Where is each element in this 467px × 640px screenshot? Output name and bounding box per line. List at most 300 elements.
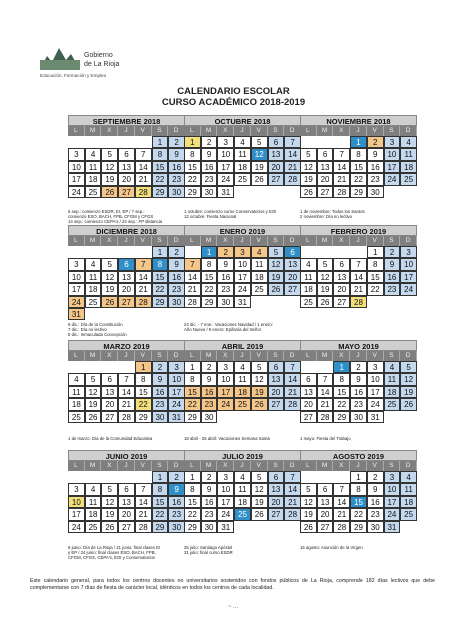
day-cell: 11 (85, 496, 102, 508)
note-line: 8 dic.: Inmaculada Concepción (68, 332, 127, 337)
day-cell: 24 (217, 508, 234, 520)
day-cell: 20 (101, 398, 118, 410)
day-cell: 26 (268, 283, 285, 295)
day-cell: 9 (201, 483, 218, 495)
logo-mountains-icon (40, 42, 80, 72)
month-header: SEPTIEMBRE 2018 (68, 115, 185, 126)
day-cell: 15 (350, 161, 367, 173)
day-cell: 8 (333, 373, 350, 385)
note-line: 6 dic.: Día de la Constitución (68, 322, 123, 327)
day-cell: 13 (268, 148, 285, 160)
day-cell: 25 (85, 186, 102, 198)
day-grid (68, 471, 185, 533)
day-cell: 8 (201, 258, 218, 270)
day-cell: 27 (118, 296, 135, 308)
weekday-label: X (101, 236, 118, 246)
day-cell: 11 (234, 373, 251, 385)
day-cell: 22 (184, 173, 201, 185)
day-cell: 25 (234, 508, 251, 520)
month-note (68, 209, 188, 224)
day-cell: 3 (234, 246, 251, 258)
day-cell: 1 (184, 136, 201, 148)
weekday-label: M (85, 126, 102, 136)
day-cell: 12 (400, 373, 417, 385)
day-cell: 22 (333, 398, 350, 410)
day-cell: 5 (101, 148, 118, 160)
day-cell: 24 (384, 173, 401, 185)
day-cell: 18 (85, 173, 102, 185)
day-cell: 23 (152, 398, 169, 410)
day-cell: 17 (234, 271, 251, 283)
day-cell: 7 (317, 373, 334, 385)
day-cell: 5 (251, 471, 268, 483)
day-cell: 19 (300, 173, 317, 185)
day-cell: 2 (152, 361, 169, 373)
empty-cell (101, 136, 118, 148)
day-cell: 25 (234, 398, 251, 410)
day-cell: 28 (184, 296, 201, 308)
day-cell: 1 (152, 136, 169, 148)
day-grid (184, 471, 301, 533)
day-cell: 21 (317, 398, 334, 410)
day-cell: 31 (68, 308, 85, 320)
note-line: 12 octubre: Fiesta Nacional (184, 214, 237, 219)
day-cell: 16 (152, 386, 169, 398)
day-cell: 11 (384, 373, 401, 385)
weekday-label: S (384, 351, 401, 361)
day-cell: 19 (317, 283, 334, 295)
note-line: 1 de marzo: Día de la Comunidad Educativa (68, 436, 153, 441)
day-cell: 4 (234, 136, 251, 148)
day-grid (184, 136, 301, 198)
day-cell: 13 (284, 258, 301, 270)
month-header: ENERO 2019 (184, 225, 301, 236)
day-cell: 17 (217, 386, 234, 398)
day-cell: 5 (251, 361, 268, 373)
day-cell: 8 (152, 483, 169, 495)
empty-cell (333, 246, 350, 258)
day-cell: 12 (300, 161, 317, 173)
weekday-label: D (284, 351, 301, 361)
day-cell: 10 (234, 258, 251, 270)
day-cell: 18 (85, 508, 102, 520)
weekday-label: V (251, 236, 268, 246)
weekday-label: M (317, 236, 334, 246)
day-cell: 11 (300, 271, 317, 283)
day-cell: 27 (118, 186, 135, 198)
day-cell: 28 (284, 173, 301, 185)
day-cell: 15 (152, 271, 169, 283)
day-cell: 9 (201, 148, 218, 160)
weekday-row (300, 461, 417, 471)
day-cell: 5 (400, 361, 417, 373)
day-cell: 31 (367, 411, 384, 423)
day-cell: 7 (135, 258, 152, 270)
day-cell: 23 (168, 283, 185, 295)
day-cell: 28 (135, 296, 152, 308)
day-cell: 11 (85, 161, 102, 173)
month-header: DICIEMBRE 2018 (68, 225, 185, 236)
day-cell: 23 (168, 173, 185, 185)
month-note (184, 545, 304, 555)
day-cell: 10 (384, 483, 401, 495)
day-cell: 28 (284, 398, 301, 410)
day-cell: 17 (400, 271, 417, 283)
weekday-label: L (68, 461, 85, 471)
day-cell: 28 (350, 296, 367, 308)
note-line: 25 julio: Santiago Apóstol (184, 545, 233, 550)
day-cell: 29 (350, 186, 367, 198)
day-cell: 18 (251, 271, 268, 283)
day-cell: 4 (400, 136, 417, 148)
weekday-label: J (350, 461, 367, 471)
weekday-label: X (333, 236, 350, 246)
weekday-label: S (384, 126, 401, 136)
empty-cell (333, 471, 350, 483)
day-cell: 5 (300, 148, 317, 160)
month-note (68, 436, 188, 441)
day-cell: 14 (135, 496, 152, 508)
day-cell: 5 (300, 483, 317, 495)
day-cell: 26 (101, 186, 118, 198)
day-cell: 8 (152, 258, 169, 270)
weekday-label: S (268, 351, 285, 361)
note-line: 1 de noviembre: Todos los Santos (300, 209, 365, 214)
day-cell: 29 (152, 186, 169, 198)
day-cell: 20 (300, 398, 317, 410)
day-cell: 25 (384, 398, 401, 410)
day-cell: 15 (152, 161, 169, 173)
day-cell: 8 (184, 483, 201, 495)
day-cell: 9 (384, 258, 401, 270)
weekday-label: M (201, 351, 218, 361)
day-cell: 5 (101, 258, 118, 270)
day-cell: 23 (168, 508, 185, 520)
weekday-label: M (201, 236, 218, 246)
day-cell: 1 (367, 246, 384, 258)
weekday-label: L (68, 236, 85, 246)
day-cell: 25 (234, 173, 251, 185)
day-cell: 21 (135, 508, 152, 520)
day-cell: 25 (251, 283, 268, 295)
footer-text: Este calendario general, para todos los centros docentes no universitarios sostenidos con fondos públicos de La Rioja, comprende 182 días lectivos que debe complementarse con 7 días de fiesta de carácter local, idénticos en todos los centros de cada localidad. (30, 578, 435, 591)
day-cell: 24 (68, 521, 85, 533)
day-cell: 11 (400, 148, 417, 160)
weekday-label: V (135, 126, 152, 136)
weekday-label: J (234, 236, 251, 246)
day-cell: 10 (217, 483, 234, 495)
day-cell: 27 (317, 186, 334, 198)
day-cell: 9 (367, 148, 384, 160)
weekday-label: D (168, 236, 185, 246)
day-cell: 11 (85, 271, 102, 283)
empty-cell (317, 471, 334, 483)
day-cell: 4 (400, 471, 417, 483)
day-cell: 4 (85, 148, 102, 160)
day-cell: 26 (400, 398, 417, 410)
day-cell: 27 (268, 508, 285, 520)
day-cell: 29 (152, 296, 169, 308)
day-cell: 14 (333, 496, 350, 508)
day-cell: 13 (333, 271, 350, 283)
day-cell: 25 (85, 296, 102, 308)
empty-cell (118, 361, 135, 373)
day-cell: 4 (384, 361, 401, 373)
month-header: ABRIL 2019 (184, 340, 301, 351)
day-cell: 2 (350, 361, 367, 373)
empty-cell (101, 246, 118, 258)
day-cell: 31 (217, 186, 234, 198)
weekday-label: V (135, 236, 152, 246)
month-note (68, 545, 188, 560)
day-cell: 29 (135, 411, 152, 423)
empty-cell (68, 246, 85, 258)
weekday-label: J (118, 461, 135, 471)
day-cell: 10 (367, 373, 384, 385)
day-cell: 30 (168, 521, 185, 533)
weekday-label: D (284, 126, 301, 136)
day-cell: 30 (201, 521, 218, 533)
day-cell: 9 (217, 258, 234, 270)
empty-cell (300, 246, 317, 258)
weekday-label: L (300, 461, 317, 471)
day-cell: 26 (300, 186, 317, 198)
weekday-label: M (85, 236, 102, 246)
weekday-row (68, 126, 185, 136)
day-cell: 16 (201, 161, 218, 173)
weekday-label: X (101, 126, 118, 136)
month-header: MAYO 2019 (300, 340, 417, 351)
day-cell: 7 (284, 361, 301, 373)
day-cell: 7 (184, 258, 201, 270)
day-cell: 31 (234, 296, 251, 308)
day-cell: 20 (333, 283, 350, 295)
day-cell: 6 (101, 373, 118, 385)
empty-cell (300, 361, 317, 373)
weekday-label: S (384, 461, 401, 471)
day-cell: 9 (350, 373, 367, 385)
day-cell: 17 (367, 386, 384, 398)
month-header: OCTUBRE 2018 (184, 115, 301, 126)
weekday-label: V (367, 351, 384, 361)
day-cell: 9 (168, 258, 185, 270)
day-cell: 8 (350, 148, 367, 160)
day-cell: 12 (101, 271, 118, 283)
day-cell: 15 (184, 386, 201, 398)
empty-cell (68, 471, 85, 483)
day-cell: 24 (384, 508, 401, 520)
note-line: 1 mayo: Fiesta del Trabajo (300, 436, 351, 441)
day-cell: 10 (217, 148, 234, 160)
day-cell: 22 (201, 283, 218, 295)
empty-cell (300, 471, 317, 483)
day-cell: 23 (201, 508, 218, 520)
day-cell: 13 (118, 271, 135, 283)
weekday-label: S (152, 461, 169, 471)
day-cell: 2 (367, 136, 384, 148)
day-cell: 24 (68, 296, 85, 308)
day-cell: 23 (350, 398, 367, 410)
day-cell: 19 (101, 173, 118, 185)
month-mayo-2019 (300, 340, 417, 423)
day-cell: 16 (201, 496, 218, 508)
weekday-label: L (68, 126, 85, 136)
day-cell: 20 (118, 283, 135, 295)
day-cell: 20 (268, 161, 285, 173)
day-cell: 28 (333, 521, 350, 533)
day-grid (184, 361, 301, 423)
day-cell: 7 (333, 148, 350, 160)
day-cell: 12 (101, 496, 118, 508)
day-grid (68, 246, 185, 320)
empty-cell (184, 246, 201, 258)
day-cell: 2 (384, 246, 401, 258)
empty-cell (317, 136, 334, 148)
empty-cell (101, 361, 118, 373)
day-cell: 15 (350, 496, 367, 508)
day-cell: 20 (118, 508, 135, 520)
day-cell: 22 (184, 398, 201, 410)
weekday-label: M (85, 461, 102, 471)
day-cell: 17 (384, 496, 401, 508)
day-cell: 28 (333, 186, 350, 198)
note-line: Año Nuevo / 6 enero: Epifanía del Señor (184, 327, 262, 332)
day-cell: 19 (300, 508, 317, 520)
weekday-label: J (118, 351, 135, 361)
month-note (184, 322, 304, 332)
day-cell: 9 (367, 483, 384, 495)
day-cell: 30 (201, 186, 218, 198)
month-abril-2019 (184, 340, 301, 423)
day-cell: 18 (300, 283, 317, 295)
logo-line-3: Educación, Formación y Empleo (40, 73, 107, 78)
day-cell: 21 (333, 173, 350, 185)
month-header: FEBRERO 2019 (300, 225, 417, 236)
day-cell: 17 (68, 173, 85, 185)
day-cell: 17 (68, 283, 85, 295)
day-cell: 1 (333, 361, 350, 373)
day-cell: 29 (184, 186, 201, 198)
month-julio-2019 (184, 450, 301, 533)
month-note (184, 209, 304, 219)
note-line: y EP / 24 junio: final clases ESO, BACH, FPB, (68, 550, 156, 555)
empty-cell (300, 136, 317, 148)
day-cell: 27 (317, 521, 334, 533)
weekday-label: J (350, 351, 367, 361)
day-grid (68, 361, 185, 423)
day-cell: 4 (234, 471, 251, 483)
day-cell: 14 (184, 271, 201, 283)
day-cell: 26 (251, 398, 268, 410)
day-cell: 22 (152, 173, 169, 185)
day-cell: 9 (168, 483, 185, 495)
weekday-label: V (135, 461, 152, 471)
weekday-label: D (400, 461, 417, 471)
month-header: JUNIO 2019 (68, 450, 185, 461)
day-cell: 29 (350, 521, 367, 533)
day-cell: 26 (101, 521, 118, 533)
weekday-label: V (367, 461, 384, 471)
day-cell: 20 (118, 173, 135, 185)
day-cell: 2 (201, 471, 218, 483)
note-line: 15 agosto: Asunción de la Virgen (300, 545, 363, 550)
month-agosto-2019 (300, 450, 417, 533)
weekday-row (68, 461, 185, 471)
day-cell: 16 (367, 161, 384, 173)
day-cell: 31 (217, 521, 234, 533)
month-diciembre-2018 (68, 225, 185, 320)
day-cell: 11 (400, 483, 417, 495)
day-cell: 23 (217, 283, 234, 295)
day-cell: 10 (217, 373, 234, 385)
day-cell: 18 (234, 386, 251, 398)
weekday-label: X (217, 236, 234, 246)
day-cell: 22 (367, 283, 384, 295)
note-line: 6 sep.: comienzo ESDR, EI, EP / 7 sep.: (68, 209, 145, 214)
day-cell: 30 (367, 186, 384, 198)
weekday-label: L (300, 351, 317, 361)
day-cell: 23 (384, 283, 401, 295)
weekday-label: J (350, 236, 367, 246)
note-line: 24 dic. - 7 ene.: Vacaciones Navidad / 1 enero: (184, 322, 274, 327)
weekday-label: X (217, 351, 234, 361)
note-line: CFGM, CFGS, CEPA's, EOI y Conservatorios (68, 555, 155, 560)
empty-cell (135, 246, 152, 258)
day-cell: 1 (184, 361, 201, 373)
weekday-label: X (333, 126, 350, 136)
day-cell: 15 (333, 386, 350, 398)
empty-cell (317, 361, 334, 373)
day-cell: 21 (284, 386, 301, 398)
day-cell: 29 (152, 521, 169, 533)
note-line: 1 octubre: comienzo curso Conservatorios y EOI (184, 209, 277, 214)
day-cell: 25 (400, 508, 417, 520)
day-cell: 21 (135, 173, 152, 185)
weekday-label: V (367, 236, 384, 246)
empty-cell (68, 361, 85, 373)
day-cell: 13 (118, 161, 135, 173)
day-cell: 3 (68, 258, 85, 270)
day-cell: 17 (217, 496, 234, 508)
empty-cell (85, 471, 102, 483)
day-cell: 26 (85, 411, 102, 423)
day-cell: 17 (384, 161, 401, 173)
day-cell: 1 (152, 471, 169, 483)
note-line: 14 sep.: comienzo CEPA's / 24 sep.: FP distancia (68, 219, 163, 224)
day-cell: 5 (251, 136, 268, 148)
day-cell: 18 (384, 386, 401, 398)
day-cell: 2 (168, 246, 185, 258)
day-cell: 7 (135, 483, 152, 495)
empty-cell (317, 246, 334, 258)
day-cell: 2 (201, 136, 218, 148)
day-cell: 15 (135, 386, 152, 398)
weekday-label: J (234, 126, 251, 136)
day-cell: 26 (251, 508, 268, 520)
day-cell: 19 (400, 386, 417, 398)
day-cell: 9 (201, 373, 218, 385)
empty-cell (135, 471, 152, 483)
weekday-label: V (251, 461, 268, 471)
month-note (300, 209, 420, 219)
day-cell: 6 (118, 148, 135, 160)
month-septiembre-2018 (68, 115, 185, 198)
day-cell: 13 (268, 373, 285, 385)
month-note (300, 545, 420, 550)
day-cell: 24 (217, 173, 234, 185)
empty-cell (118, 246, 135, 258)
empty-cell (118, 136, 135, 148)
